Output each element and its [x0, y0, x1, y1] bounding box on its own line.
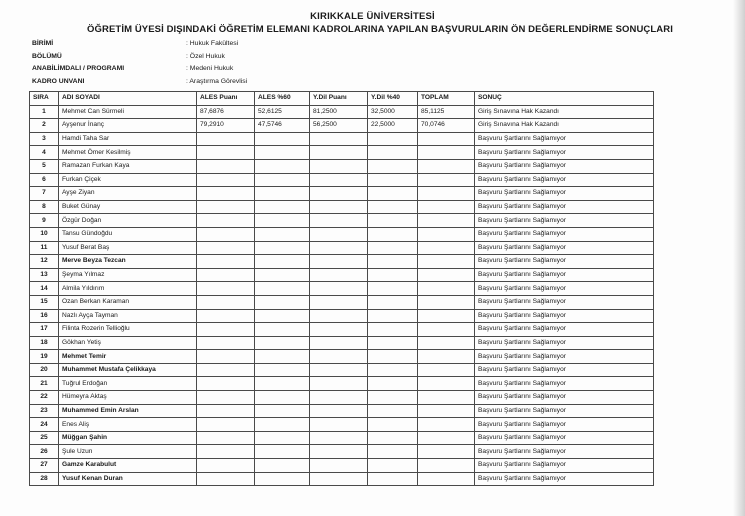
cell-total: 85,1125 [418, 105, 475, 119]
cell-ydil [310, 404, 368, 418]
document-title: ÖĞRETİM ÜYESİ DIŞINDAKİ ÖĞRETİM ELEMANI KADROLARINA YAPILAN BAŞVURULARIN ÖN DEĞERLENDİRME SONUÇLARI [87, 24, 673, 35]
cell-ydil40 [368, 132, 418, 146]
cell-ydil40 [368, 459, 418, 473]
info-value: : Medeni Hukuk [186, 65, 234, 72]
cell-sira: 5 [30, 159, 59, 173]
cell-ydil40 [368, 309, 418, 323]
cell-ales [197, 459, 255, 473]
cell-ydil40 [368, 200, 418, 214]
cell-ydil40 [368, 146, 418, 160]
cell-sira: 8 [30, 200, 59, 214]
cell-ales [197, 173, 255, 187]
cell-result: Başvuru Şartlarını Sağlamıyor [475, 445, 654, 459]
cell-total [418, 418, 475, 432]
cell-sira: 22 [30, 391, 59, 405]
cell-total [418, 377, 475, 391]
cell-ales60 [255, 391, 310, 405]
cell-ydil40 [368, 241, 418, 255]
cell-ales60 [255, 295, 310, 309]
table-row [30, 431, 654, 445]
cell-ydil40 [368, 472, 418, 486]
cell-sira: 2 [30, 119, 59, 133]
cell-total [418, 350, 475, 364]
cell-ydil40 [368, 350, 418, 364]
cell-ydil40 [368, 336, 418, 350]
cell-ales [197, 404, 255, 418]
table-row [30, 295, 654, 309]
table-row [30, 146, 654, 160]
cell-ydil [310, 282, 368, 296]
cell-ales60 [255, 159, 310, 173]
cell-total [418, 146, 475, 160]
cell-ydil40 [368, 404, 418, 418]
cell-ales [197, 268, 255, 282]
cell-ales60 [255, 309, 310, 323]
table-row [30, 173, 654, 187]
cell-name: Ozan Berkan Karaman [59, 295, 197, 309]
cell-result: Başvuru Şartlarını Sağlamıyor [475, 132, 654, 146]
cell-result: Başvuru Şartlarını Sağlamıyor [475, 391, 654, 405]
cell-sira: 20 [30, 363, 59, 377]
cell-ydil [310, 445, 368, 459]
cell-sira: 24 [30, 418, 59, 432]
cell-result: Başvuru Şartlarını Sağlamıyor [475, 187, 654, 201]
info-value: : Araştırma Görevlisi [186, 77, 248, 85]
table-row [30, 214, 654, 228]
cell-total [418, 336, 475, 350]
cell-ales60 [255, 187, 310, 201]
table-row [30, 187, 654, 201]
cell-ales60 [255, 363, 310, 377]
cell-name: Muhammet Mustafa Çelikkaya [59, 363, 197, 377]
cell-ales60 [255, 350, 310, 364]
cell-ydil40 [368, 377, 418, 391]
cell-sira: 27 [30, 459, 59, 473]
cell-result: Başvuru Şartlarını Sağlamıyor [475, 472, 654, 486]
col-header-ydil40: Y.Dil %40 [368, 92, 418, 106]
cell-ydil40 [368, 323, 418, 337]
cell-ydil40 [368, 159, 418, 173]
cell-ales [197, 391, 255, 405]
cell-total [418, 200, 475, 214]
cell-ales [197, 336, 255, 350]
cell-sira: 16 [30, 309, 59, 323]
cell-ydil [310, 431, 368, 445]
cell-ydil [310, 214, 368, 228]
cell-ydil40 [368, 431, 418, 445]
cell-name: Muhammed Emin Arslan [59, 404, 197, 418]
cell-sira: 12 [30, 255, 59, 269]
table-row [30, 200, 654, 214]
cell-ydil [310, 363, 368, 377]
table-row [30, 404, 654, 418]
cell-ales60: 52,6125 [255, 105, 310, 119]
cell-sira: 4 [30, 146, 59, 160]
cell-sira: 9 [30, 214, 59, 228]
cell-name: Hümeyra Aktaş [59, 391, 197, 405]
col-header-name: ADI SOYADI [59, 92, 197, 106]
cell-sira: 10 [30, 227, 59, 241]
cell-ydil [310, 295, 368, 309]
cell-sira: 3 [30, 132, 59, 146]
cell-ydil [310, 132, 368, 146]
cell-name: Furkan Çiçek [59, 173, 197, 187]
cell-ydil [310, 391, 368, 405]
cell-ydil40: 22,5000 [368, 119, 418, 133]
cell-result: Başvuru Şartlarını Sağlamıyor [475, 323, 654, 337]
cell-name: Hamdi Taha Sar [59, 132, 197, 146]
cell-result: Başvuru Şartlarını Sağlamıyor [475, 363, 654, 377]
cell-result: Başvuru Şartlarını Sağlamıyor [475, 241, 654, 255]
cell-name: Müğgan Şahin [59, 431, 197, 445]
cell-ales60: 47,5746 [255, 119, 310, 133]
cell-ydil: 81,2500 [310, 105, 368, 119]
cell-total [418, 445, 475, 459]
cell-total [418, 309, 475, 323]
cell-ales [197, 350, 255, 364]
cell-ydil40 [368, 214, 418, 228]
cell-ydil [310, 336, 368, 350]
info-value: : Özel Hukuk [186, 52, 225, 60]
cell-sira: 19 [30, 350, 59, 364]
cell-name: Mehmet Temir [59, 350, 197, 364]
info-label: BÖLÜMÜ [32, 52, 62, 60]
cell-result: Başvuru Şartlarını Sağlamıyor [475, 404, 654, 418]
cell-ydil [310, 323, 368, 337]
cell-ales [197, 241, 255, 255]
cell-ydil40 [368, 418, 418, 432]
page-edge-shadow [733, 0, 745, 516]
cell-ales60 [255, 336, 310, 350]
info-label: BİRİMİ [32, 40, 54, 47]
cell-result: Başvuru Şartlarını Sağlamıyor [475, 214, 654, 228]
cell-ydil [310, 255, 368, 269]
table-row [30, 459, 654, 473]
cell-ydil [310, 227, 368, 241]
cell-ydil40 [368, 363, 418, 377]
table-row [30, 418, 654, 432]
info-value: : Hukuk Fakültesi [186, 40, 239, 47]
cell-ales [197, 146, 255, 160]
cell-name: Ramazan Furkan Kaya [59, 159, 197, 173]
cell-name: Ayşenur İnanç [59, 119, 197, 133]
cell-result: Başvuru Şartlarını Sağlamıyor [475, 309, 654, 323]
table-row [30, 241, 654, 255]
cell-name: Merve Beyza Tezcan [59, 255, 197, 269]
table-row [30, 445, 654, 459]
cell-sira: 21 [30, 377, 59, 391]
cell-sira: 17 [30, 323, 59, 337]
table-header-row [30, 92, 654, 106]
cell-ydil [310, 159, 368, 173]
cell-total [418, 132, 475, 146]
cell-ydil40 [368, 268, 418, 282]
cell-name: Yusuf Berat Baş [59, 241, 197, 255]
cell-ydil [310, 472, 368, 486]
cell-name: Özgür Doğan [59, 214, 197, 228]
cell-total [418, 255, 475, 269]
cell-sira: 1 [30, 105, 59, 119]
cell-ydil [310, 418, 368, 432]
cell-total [418, 173, 475, 187]
cell-result: Başvuru Şartlarını Sağlamıyor [475, 377, 654, 391]
cell-ales [197, 309, 255, 323]
cell-ydil [310, 146, 368, 160]
cell-ales60 [255, 323, 310, 337]
col-header-sira: SIRA [30, 92, 59, 106]
cell-ydil [310, 377, 368, 391]
cell-sira: 14 [30, 282, 59, 296]
cell-ales60 [255, 377, 310, 391]
cell-result: Başvuru Şartlarını Sağlamıyor [475, 173, 654, 187]
col-header-ydil: Y.Dil Puanı [310, 92, 368, 106]
cell-ales: 87,6876 [197, 105, 255, 119]
cell-ales60 [255, 431, 310, 445]
cell-ydil40: 32,5000 [368, 105, 418, 119]
cell-result: Başvuru Şartlarını Sağlamıyor [475, 159, 654, 173]
cell-total [418, 295, 475, 309]
cell-result: Başvuru Şartlarını Sağlamıyor [475, 282, 654, 296]
cell-ydil [310, 187, 368, 201]
cell-ydil40 [368, 173, 418, 187]
cell-ydil [310, 309, 368, 323]
cell-total: 70,0746 [418, 119, 475, 133]
col-header-ales: ALES Puanı [197, 92, 255, 106]
cell-ydil40 [368, 445, 418, 459]
cell-name: Tansu Gündoğdu [59, 227, 197, 241]
cell-ales60 [255, 200, 310, 214]
info-label: ANABİLİMDALI / PROGRAMI [32, 65, 125, 72]
cell-ales60 [255, 132, 310, 146]
cell-ales [197, 187, 255, 201]
cell-result: Giriş Sınavına Hak Kazandı [475, 105, 654, 119]
cell-sira: 6 [30, 173, 59, 187]
cell-ales60 [255, 445, 310, 459]
cell-total [418, 363, 475, 377]
table-row [30, 336, 654, 350]
table-row [30, 227, 654, 241]
cell-ales [197, 418, 255, 432]
cell-name: Gamze Karabulut [59, 459, 197, 473]
results-table [29, 91, 654, 486]
cell-ales [197, 377, 255, 391]
cell-name: Gökhan Yetiş [59, 336, 197, 350]
table-row [30, 377, 654, 391]
cell-sira: 15 [30, 295, 59, 309]
cell-result: Başvuru Şartlarını Sağlamıyor [475, 418, 654, 432]
cell-result: Başvuru Şartlarını Sağlamıyor [475, 146, 654, 160]
cell-ales60 [255, 268, 310, 282]
table-row [30, 268, 654, 282]
col-header-ales60: ALES %60 [255, 92, 310, 106]
cell-total [418, 227, 475, 241]
table-row [30, 391, 654, 405]
cell-ales [197, 363, 255, 377]
info-row-program [32, 63, 332, 76]
cell-ales [197, 282, 255, 296]
table-row [30, 363, 654, 377]
cell-ales60 [255, 404, 310, 418]
cell-total [418, 159, 475, 173]
cell-ales60 [255, 173, 310, 187]
cell-name: Filinta Rozerin Tellioğlu [59, 323, 197, 337]
cell-ales [197, 132, 255, 146]
cell-ales60 [255, 255, 310, 269]
table-body [30, 105, 654, 486]
cell-ales60 [255, 241, 310, 255]
cell-result: Başvuru Şartlarını Sağlamıyor [475, 255, 654, 269]
cell-sira: 7 [30, 187, 59, 201]
cell-sira: 18 [30, 336, 59, 350]
cell-ydil [310, 268, 368, 282]
cell-total [418, 323, 475, 337]
cell-sira: 26 [30, 445, 59, 459]
cell-ales60 [255, 472, 310, 486]
cell-result: Başvuru Şartlarını Sağlamıyor [475, 227, 654, 241]
table-row [30, 309, 654, 323]
cell-ydil [310, 241, 368, 255]
cell-ales [197, 214, 255, 228]
cell-ales60 [255, 227, 310, 241]
cell-ales60 [255, 418, 310, 432]
cell-name: Nazlı Ayça Tayman [59, 309, 197, 323]
table-row [30, 132, 654, 146]
cell-ales [197, 227, 255, 241]
cell-ydil40 [368, 187, 418, 201]
cell-name: Almila Yıldırım [59, 282, 197, 296]
table-row [30, 323, 654, 337]
application-info [32, 38, 332, 88]
cell-name: Mehmet Ömer Kesilmiş [59, 146, 197, 160]
cell-name: Mehmet Can Sürmeli [59, 105, 197, 119]
cell-name: Enes Aliş [59, 418, 197, 432]
table-row [30, 105, 654, 119]
cell-result: Başvuru Şartlarını Sağlamıyor [475, 459, 654, 473]
cell-total [418, 282, 475, 296]
cell-ales [197, 200, 255, 214]
cell-name: Tuğrul Erdoğan [59, 377, 197, 391]
cell-name: Şule Uzun [59, 445, 197, 459]
cell-result: Başvuru Şartlarını Sağlamıyor [475, 268, 654, 282]
cell-ales [197, 159, 255, 173]
cell-ales60 [255, 214, 310, 228]
table-row [30, 282, 654, 296]
table-row [30, 350, 654, 364]
university-title: KIRIKKALE ÜNİVERSİTESİ [310, 11, 435, 22]
cell-sira: 23 [30, 404, 59, 418]
table-row [30, 472, 654, 486]
cell-result: Başvuru Şartlarını Sağlamıyor [475, 336, 654, 350]
cell-ydil40 [368, 295, 418, 309]
col-header-result: SONUÇ [475, 92, 654, 106]
cell-ales [197, 323, 255, 337]
cell-ales60 [255, 282, 310, 296]
cell-ales [197, 255, 255, 269]
cell-ydil [310, 173, 368, 187]
cell-result: Başvuru Şartlarını Sağlamıyor [475, 350, 654, 364]
table-row [30, 255, 654, 269]
cell-ales [197, 445, 255, 459]
cell-ales60 [255, 459, 310, 473]
cell-total [418, 431, 475, 445]
col-header-total: TOPLAM [418, 92, 475, 106]
cell-ales [197, 472, 255, 486]
cell-ales60 [255, 146, 310, 160]
cell-ydil: 56,2500 [310, 119, 368, 133]
cell-total [418, 241, 475, 255]
cell-total [418, 404, 475, 418]
cell-sira: 28 [30, 472, 59, 486]
cell-ydil [310, 350, 368, 364]
info-row-department [32, 51, 332, 64]
cell-sira: 13 [30, 268, 59, 282]
cell-total [418, 268, 475, 282]
cell-result: Başvuru Şartlarını Sağlamıyor [475, 431, 654, 445]
cell-total [418, 214, 475, 228]
cell-name: Şeyma Yılmaz [59, 268, 197, 282]
table-row [30, 119, 654, 133]
cell-total [418, 391, 475, 405]
cell-total [418, 187, 475, 201]
info-label: KADRO UNVANI [32, 77, 85, 85]
cell-ydil40 [368, 282, 418, 296]
cell-result: Giriş Sınavına Hak Kazandı [475, 119, 654, 133]
cell-ydil [310, 200, 368, 214]
cell-ydil40 [368, 255, 418, 269]
info-row-position [32, 76, 332, 89]
cell-ydil40 [368, 227, 418, 241]
cell-name: Buket Günay [59, 200, 197, 214]
cell-sira: 11 [30, 241, 59, 255]
cell-result: Başvuru Şartlarını Sağlamıyor [475, 200, 654, 214]
cell-ales [197, 295, 255, 309]
cell-ales [197, 431, 255, 445]
cell-name: Yusuf Kenan Duran [59, 472, 197, 486]
cell-ydil [310, 459, 368, 473]
cell-result: Başvuru Şartlarını Sağlamıyor [475, 295, 654, 309]
cell-sira: 25 [30, 431, 59, 445]
cell-name: Ayşe Ziyan [59, 187, 197, 201]
cell-total [418, 472, 475, 486]
table-row [30, 159, 654, 173]
info-row-unit [32, 38, 332, 51]
cell-total [418, 459, 475, 473]
cell-ales: 79,2910 [197, 119, 255, 133]
cell-ydil40 [368, 391, 418, 405]
